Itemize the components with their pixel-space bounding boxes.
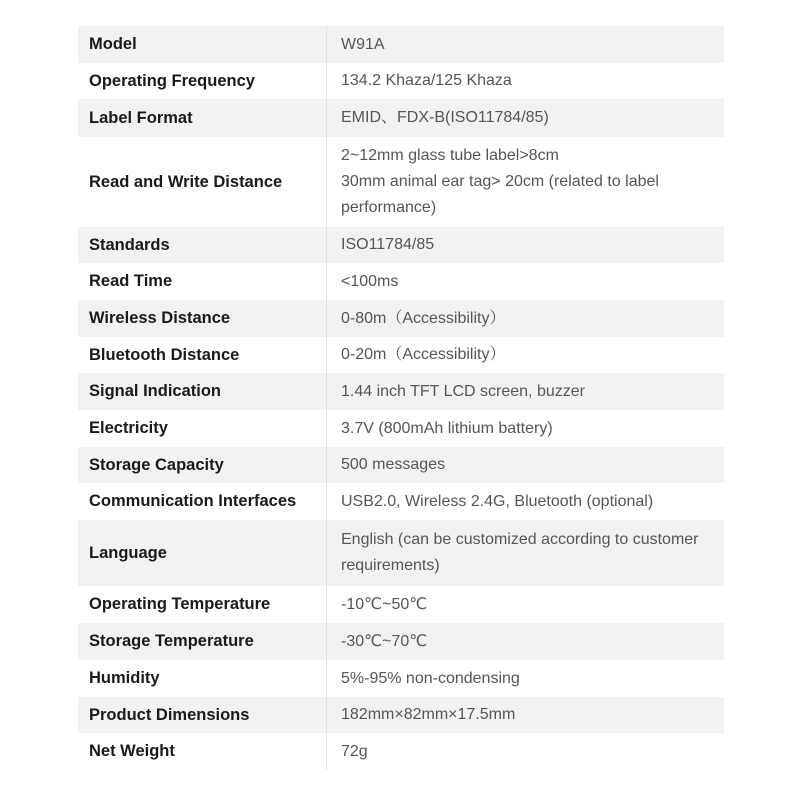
spec-row-communication-interfaces [78, 483, 724, 520]
spec-row-standards [78, 227, 724, 263]
spec-row-wireless-distance [78, 300, 724, 337]
spec-value-line: USB2.0, Wireless 2.4G, Bluetooth (optional) [341, 492, 654, 510]
spec-label: Model [78, 26, 327, 63]
spec-value [327, 733, 725, 770]
spec-value [327, 137, 725, 227]
spec-value-line: English (can be customized according to customer [341, 531, 699, 548]
spec-value [327, 623, 725, 660]
spec-value-line: -10℃~50℃ [341, 595, 428, 613]
spec-row-storage-temperature [78, 623, 724, 660]
spec-label: Operating Frequency [78, 63, 327, 99]
spec-value-line: 5%-95% non-condensing [341, 669, 520, 687]
spec-value-line: EMID、FDX-B(ISO11784/85) [341, 109, 549, 126]
spec-value-line: -30℃~70℃ [341, 632, 428, 650]
spec-row-label-format [78, 99, 724, 137]
spec-value [327, 447, 725, 483]
spec-label: Bluetooth Distance [78, 337, 327, 373]
spec-value-line: 500 messages [341, 456, 446, 473]
spec-value-line: 0-20m（Accessibility） [341, 346, 506, 363]
spec-label: Signal Indication [78, 373, 327, 410]
spec-value-line: 72g [341, 742, 368, 760]
spec-value [327, 697, 725, 733]
spec-value [327, 520, 725, 586]
spec-label: Communication Interfaces [78, 483, 327, 520]
spec-label: Label Format [78, 99, 327, 137]
spec-row-read-time [78, 263, 724, 300]
spec-value [327, 99, 725, 137]
spec-value [327, 373, 725, 410]
spec-row-bluetooth-distance [78, 337, 724, 373]
spec-value [327, 483, 725, 520]
spec-value [327, 586, 725, 623]
spec-label: Operating Temperature [78, 586, 327, 623]
spec-row-model [78, 26, 724, 63]
spec-table [78, 26, 724, 770]
spec-row-product-dimensions [78, 697, 724, 733]
spec-table-body [78, 26, 724, 770]
spec-label: Net Weight [78, 733, 327, 770]
spec-label: Wireless Distance [78, 300, 327, 337]
spec-row-operating-frequency [78, 63, 724, 99]
spec-value-line: 182mm×82mm×17.5mm [341, 706, 516, 723]
spec-value-line: 30mm animal ear tag> 20cm (related to label [341, 173, 659, 190]
spec-value [327, 227, 725, 263]
spec-value [327, 660, 725, 697]
spec-value [327, 410, 725, 447]
spec-value-line: requirements) [341, 557, 440, 574]
spec-value [327, 26, 725, 63]
spec-label: Read and Write Distance [78, 137, 327, 227]
spec-row-net-weight [78, 733, 724, 770]
spec-row-storage-capacity [78, 447, 724, 483]
spec-label: Storage Temperature [78, 623, 327, 660]
spec-value-line: <100ms [341, 272, 399, 290]
spec-value-line: 0-80m（Accessibility） [341, 309, 506, 327]
spec-value [327, 63, 725, 99]
spec-label: Product Dimensions [78, 697, 327, 733]
spec-value [327, 300, 725, 337]
spec-label: Electricity [78, 410, 327, 447]
spec-value-line: performance) [341, 199, 437, 216]
spec-label: Storage Capacity [78, 447, 327, 483]
spec-value-line: W91A [341, 35, 385, 53]
spec-label: Read Time [78, 263, 327, 300]
spec-row-humidity [78, 660, 724, 697]
spec-row-read-write-distance [78, 137, 724, 227]
spec-label: Standards [78, 227, 327, 263]
spec-value-line: 3.7V (800mAh lithium battery) [341, 419, 553, 437]
spec-value-line: 2~12mm glass tube label>8cm [341, 147, 559, 164]
spec-value [327, 337, 725, 373]
spec-label: Language [78, 520, 327, 586]
spec-row-electricity [78, 410, 724, 447]
spec-value-line: ISO11784/85 [341, 236, 435, 253]
spec-value [327, 263, 725, 300]
spec-row-signal-indication [78, 373, 724, 410]
spec-value-line: 1.44 inch TFT LCD screen, buzzer [341, 382, 585, 400]
spec-row-operating-temperature [78, 586, 724, 623]
spec-row-language [78, 520, 724, 586]
spec-label: Humidity [78, 660, 327, 697]
spec-value-line: 134.2 Khaza/125 Khaza [341, 72, 512, 89]
